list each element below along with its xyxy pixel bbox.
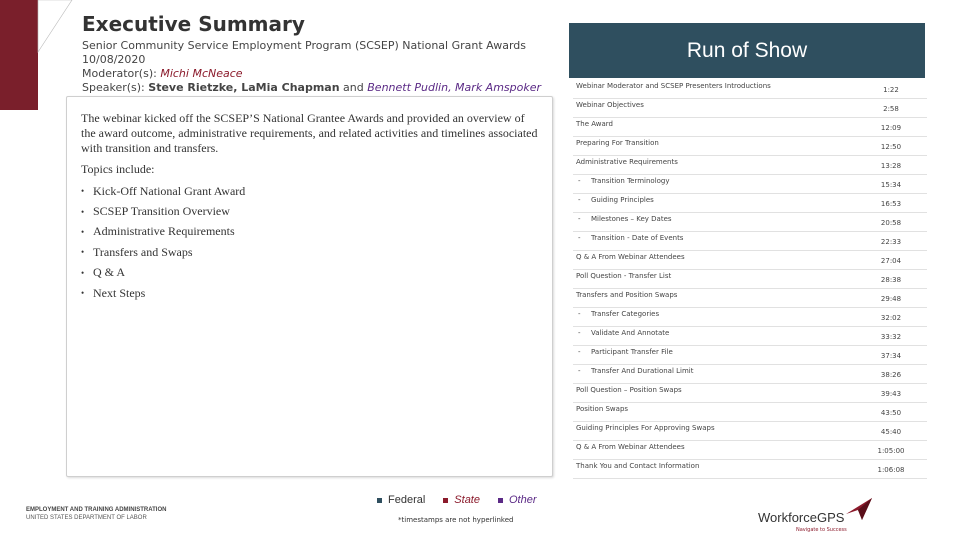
topic-label: Next Steps — [93, 285, 146, 300]
run-of-show-table — [573, 80, 927, 479]
topic-label: Transfers and Swaps — [93, 244, 193, 259]
segment-timestamp — [855, 251, 927, 269]
segment-timestamp — [855, 194, 927, 212]
run-of-show-header: Run of Show — [569, 23, 925, 78]
legend-item-other — [498, 494, 537, 506]
segment-label-text: Transfer And Durational Limit — [591, 367, 694, 375]
segment-label — [573, 213, 855, 231]
agency-line-1: EMPLOYMENT AND TRAINING ADMINISTRATION — [26, 507, 167, 513]
timestamp-text: 33:32 — [880, 333, 902, 341]
segment-label — [573, 156, 855, 174]
legend-label: State — [454, 494, 480, 506]
sub-bullet: - — [578, 196, 581, 204]
timestamp-text: 22:33 — [880, 238, 902, 246]
timestamp-text: 20:58 — [880, 219, 902, 227]
topics-label: Topics include: — [81, 162, 155, 176]
timestamps-footnote: *timestamps are not hyperlinked — [398, 516, 514, 524]
segment-timestamp — [855, 346, 927, 364]
timestamp-text: 15:34 — [880, 181, 902, 189]
segment-timestamp — [855, 289, 927, 307]
segment-label-text: Transfers and Position Swaps — [576, 291, 678, 299]
segment-label — [573, 384, 855, 402]
segment-label — [573, 232, 855, 250]
segment-timestamp — [855, 175, 927, 193]
run-of-show-row — [573, 232, 927, 251]
segment-label-text: Thank You and Contact Information — [576, 462, 700, 470]
run-of-show-row — [573, 441, 927, 460]
segment-timestamp — [855, 308, 927, 326]
page-title: Executive Summary — [82, 12, 305, 36]
segment-label-text: Administrative Requirements — [576, 158, 678, 166]
timestamp-text: 13:28 — [880, 162, 902, 170]
timestamp-text: 38:26 — [880, 371, 902, 379]
segment-label — [573, 194, 855, 212]
run-of-show-row — [573, 99, 927, 118]
summary-intro: The webinar kicked off the SCSEP’S National Grantee Awards and provided an overview of the award outcome, administrative requirements, and related activities and timelines associated with transition and transfers. — [81, 111, 538, 155]
segment-timestamp — [855, 327, 927, 345]
segment-timestamp — [855, 80, 927, 98]
topics-list — [81, 181, 538, 303]
timestamp-text: 37:34 — [880, 352, 902, 360]
segment-label-text: Transition Terminology — [591, 177, 670, 185]
segment-label — [573, 270, 855, 288]
timestamp-text: 45:40 — [880, 428, 902, 436]
segment-timestamp — [855, 441, 927, 459]
segment-label-text: Poll Question - Transfer List — [576, 272, 672, 280]
legend-label: Federal — [388, 494, 426, 506]
run-of-show-row — [573, 365, 927, 384]
run-of-show-row — [573, 460, 927, 479]
segment-timestamp — [855, 460, 927, 478]
segment-timestamp — [855, 99, 927, 117]
run-of-show-row — [573, 175, 927, 194]
bullet-icon: • — [81, 267, 85, 278]
timestamp-text: 28:38 — [880, 276, 902, 284]
segment-label-text: Validate And Annotate — [591, 329, 670, 337]
speaker-label: Speaker(s): — [82, 81, 149, 94]
timestamp-text: 43:50 — [880, 409, 902, 417]
run-of-show-row — [573, 137, 927, 156]
run-of-show-row — [573, 403, 927, 422]
workforcegps-name: WorkforceGPS — [758, 510, 845, 525]
segment-label — [573, 118, 855, 136]
segment-label-text: Preparing For Transition — [576, 139, 659, 147]
timestamp-text: 2:58 — [883, 105, 899, 113]
timestamp-text: 39:43 — [880, 390, 902, 398]
topic-item — [81, 242, 538, 262]
legend-swatch — [443, 498, 448, 503]
sub-bullet: - — [578, 234, 581, 242]
segment-label — [573, 403, 855, 421]
segment-timestamp — [855, 384, 927, 402]
webinar-meta — [82, 39, 541, 95]
speaker-names-other: Bennett Pudlin, Mark Amspoker — [367, 81, 542, 94]
segment-label-text: Q & A From Webinar Attendees — [576, 253, 685, 261]
segment-label-text: Transition - Date of Events — [591, 234, 684, 242]
segment-timestamp — [855, 403, 927, 421]
run-of-show-row — [573, 289, 927, 308]
segment-timestamp — [855, 270, 927, 288]
timestamp-text: 29:48 — [880, 295, 902, 303]
segment-label-text: Webinar Moderator and SCSEP Presenters Introductions — [576, 82, 771, 90]
topic-item — [81, 201, 538, 221]
timestamp-text: 16:53 — [880, 200, 902, 208]
run-of-show-row — [573, 308, 927, 327]
segment-label-text: Poll Question – Position Swaps — [576, 386, 682, 394]
sub-bullet: - — [578, 215, 581, 223]
segment-label-text: Guiding Principles For Approving Swaps — [576, 424, 715, 432]
segment-label-text: Transfer Categories — [591, 310, 660, 318]
segment-label — [573, 251, 855, 269]
moderator-name: Michi McNeace — [160, 67, 243, 80]
bullet-icon: • — [81, 186, 85, 197]
segment-label — [573, 460, 855, 478]
segment-timestamp — [855, 365, 927, 383]
segment-label — [573, 289, 855, 307]
moderator-line — [82, 67, 541, 81]
segment-label-text: Q & A From Webinar Attendees — [576, 443, 685, 451]
topic-item — [81, 222, 538, 242]
legend-label: Other — [508, 494, 537, 506]
moderator-label: Moderator(s): — [82, 67, 161, 80]
segment-label-text: The Award — [576, 120, 613, 128]
timestamp-text: 1:06:08 — [877, 466, 905, 474]
sub-bullet: - — [578, 329, 581, 337]
run-of-show-row — [573, 194, 927, 213]
segment-label — [573, 422, 855, 440]
sub-bullet: - — [578, 367, 581, 375]
segment-label — [573, 365, 855, 383]
segment-timestamp — [855, 232, 927, 250]
bullet-icon: • — [81, 288, 85, 299]
sub-bullet: - — [578, 348, 581, 356]
legend-item-state — [443, 494, 480, 506]
segment-label — [573, 175, 855, 193]
bullet-icon: • — [81, 206, 85, 217]
topic-label: Kick-Off National Grant Award — [93, 183, 246, 198]
run-of-show-row — [573, 213, 927, 232]
webinar-date: 10/08/2020 — [82, 53, 146, 66]
topic-label: Administrative Requirements — [93, 224, 235, 239]
agency-line-2: UNITED STATES DEPARTMENT OF LABOR — [26, 515, 147, 521]
segment-label-text: Milestones – Key Dates — [591, 215, 672, 223]
segment-label — [573, 327, 855, 345]
segment-timestamp — [855, 422, 927, 440]
run-of-show-row — [573, 118, 927, 137]
segment-label-text: Participant Transfer File — [591, 348, 673, 356]
workforcegps-logo — [758, 496, 878, 536]
summary-box — [66, 96, 553, 477]
program-name: Senior Community Service Employment Program (SCSEP) National Grant Awards — [82, 39, 527, 52]
eta-logo — [26, 506, 166, 522]
run-of-show-row — [573, 80, 927, 99]
run-of-show-row — [573, 422, 927, 441]
timestamp-text: 12:09 — [880, 124, 902, 132]
run-of-show-row — [573, 270, 927, 289]
segment-label — [573, 346, 855, 364]
speaker-and: and — [339, 81, 368, 94]
segment-label — [573, 137, 855, 155]
workforcegps-tagline: Navigate to Success — [796, 527, 847, 533]
legend-swatch — [377, 498, 382, 503]
speaker-names-federal: Steve Rietzke, LaMia Chapman — [148, 81, 340, 94]
sub-bullet: - — [578, 177, 581, 185]
run-of-show-row — [573, 156, 927, 175]
run-of-show-row — [573, 346, 927, 365]
speaker-line — [82, 81, 541, 95]
topic-label: SCSEP Transition Overview — [93, 204, 230, 219]
topic-label: Q & A — [93, 265, 126, 280]
segment-label — [573, 441, 855, 459]
segment-timestamp — [855, 213, 927, 231]
segment-label-text: Guiding Principles — [591, 196, 654, 204]
bullet-icon: • — [81, 247, 85, 258]
sub-bullet: - — [578, 310, 581, 318]
segment-label — [573, 99, 855, 117]
workforcegps-mark-icon — [844, 496, 874, 522]
legend-swatch — [498, 498, 503, 503]
speaker-legend — [377, 494, 537, 506]
topic-item — [81, 263, 538, 283]
bullet-icon: • — [81, 226, 85, 237]
segment-label-text: Position Swaps — [576, 405, 629, 413]
segment-timestamp — [855, 156, 927, 174]
timestamp-text: 1:22 — [883, 86, 899, 94]
run-of-show-row — [573, 384, 927, 403]
timestamp-text: 27:04 — [880, 257, 902, 265]
segment-label — [573, 80, 855, 98]
timestamp-text: 32:02 — [880, 314, 902, 322]
segment-label-text: Webinar Objectives — [576, 101, 644, 109]
segment-timestamp — [855, 118, 927, 136]
legend-item-federal — [377, 494, 425, 506]
segment-timestamp — [855, 137, 927, 155]
topic-item — [81, 283, 538, 303]
run-of-show-row — [573, 251, 927, 270]
topic-item — [81, 181, 538, 201]
segment-label — [573, 308, 855, 326]
timestamp-text: 1:05:00 — [877, 447, 905, 455]
timestamp-text: 12:50 — [880, 143, 902, 151]
corner-accent — [0, 0, 80, 110]
run-of-show-row — [573, 327, 927, 346]
